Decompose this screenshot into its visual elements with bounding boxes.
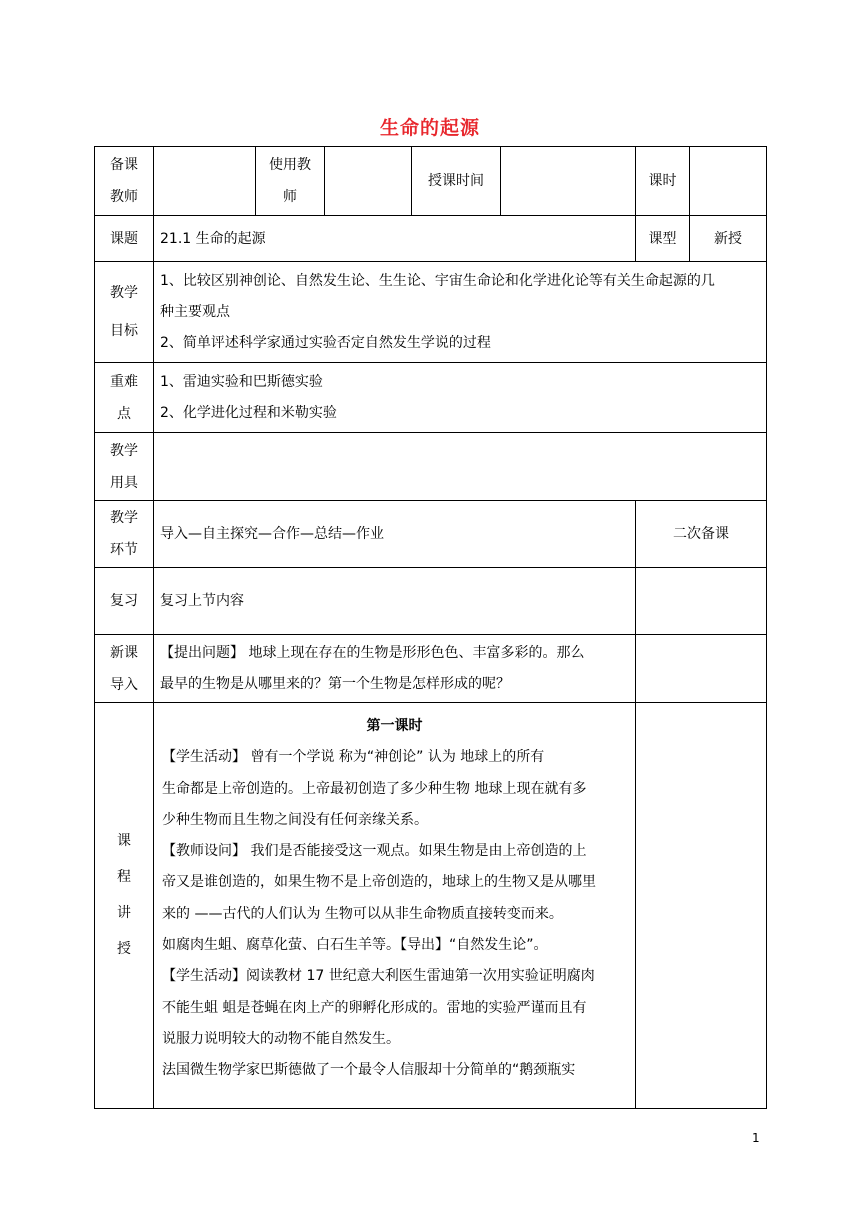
tools-value (154, 433, 767, 501)
process-label: 教学 环节 (95, 501, 154, 568)
second-prep-label: 二次备课 (636, 501, 767, 568)
lecture-line: 来的 ——古代的人们认为 生物可以从非生命物质直接转变而来。 (162, 905, 563, 922)
key-point-line: 1、雷迪实验和巴斯德实验 (160, 373, 323, 390)
lesson-plan-table (94, 146, 767, 1109)
topic-value: 21.1 生命的起源 (154, 216, 636, 262)
goal-line: 1、比较区别神创论、自然发生论、生生论、宇宙生命论和化学进化论等有关生命起源的几 (160, 272, 715, 289)
topic-row (95, 216, 767, 262)
lecture-subtitle: 第一课时 (366, 718, 423, 734)
goals-label: 教学 目标 (95, 262, 154, 363)
lecture-label: 课 程 讲 授 (95, 703, 154, 1109)
review-label: 复习 (95, 568, 154, 635)
tools-label: 教学 用具 (95, 433, 154, 501)
topic-label: 课题 (95, 216, 154, 262)
review-value: 复习上节内容 (154, 568, 636, 635)
lecture-line: 【学生活动】 曾有一个学说 称为“神创论” 认为 地球上的所有 (162, 749, 545, 766)
process-row (95, 501, 767, 568)
page-number: 1 (752, 1131, 760, 1145)
review-second-prep (636, 568, 767, 635)
lecture-line: 【教师设问】 我们是否能接受这一观点。如果生物是由上帝创造的上 (162, 843, 587, 860)
intro-second-prep (636, 635, 767, 703)
user-teacher-label: 使用教 师 (256, 147, 325, 216)
key-points-content (154, 363, 767, 433)
document-title: 生命的起源 (379, 117, 480, 139)
teacher-value (154, 147, 256, 216)
lecture-second-prep (636, 703, 767, 1109)
lecture-line: 帝又是谁创造的，如果生物不是上帝创造的，地球上的生物又是从哪里 (162, 874, 596, 891)
lecture-line: 法国微生物学家巴斯德做了一个最令人信服却十分简单的“鹅颈瓶实 (162, 1062, 576, 1079)
lecture-line: 少种生物而且生物之间没有任何亲缘关系。 (162, 811, 428, 828)
lecture-content (154, 703, 636, 1109)
hours-value (690, 147, 767, 216)
tools-row (95, 433, 767, 501)
process-value: 导入—自主探究—合作—总结—作业 (154, 501, 636, 568)
key-points-label: 重难 点 (95, 363, 154, 433)
header-row (95, 147, 767, 216)
key-points-row (95, 363, 767, 433)
hours-label: 课时 (636, 147, 690, 216)
intro-line: 【提出问题】 地球上现在存在的生物是形形色色、丰富多彩的。那么 (160, 644, 585, 661)
goals-content (154, 262, 767, 363)
key-point-line: 2、化学进化过程和米勒实验 (160, 404, 337, 421)
lesson-type-value: 新授 (690, 216, 767, 262)
goal-line: 2、简单评述科学家通过实验否定自然发生学说的过程 (160, 334, 491, 351)
lecture-line: 说服力说明较大的动物不能自然发生。 (162, 1030, 400, 1047)
intro-content (154, 635, 636, 703)
lecture-line: 【学生活动】阅读教材 17 世纪意大利医生雷迪第一次用实验证明腐肉 (162, 968, 595, 985)
goals-row (95, 262, 767, 363)
intro-line: 最早的生物是从哪里来的？第一个生物是怎样形成的呢？ (160, 675, 510, 692)
lecture-line: 生命都是上帝创造的。上帝最初创造了多少种生物 地球上现在就有多 (162, 780, 587, 797)
intro-row (95, 635, 767, 703)
intro-label: 新课 导入 (95, 635, 154, 703)
user-teacher-value (325, 147, 412, 216)
lecture-line: 如腐肉生蛆、腐草化萤、白石生羊等。【导出】“自然发生论”。 (162, 937, 548, 954)
goal-line: 种主要观点 (160, 303, 230, 320)
class-time-label: 授课时间 (412, 147, 501, 216)
lesson-type-label: 课型 (636, 216, 690, 262)
lecture-line: 不能生蛆 蛆是苍蝇在肉上产的卵孵化形成的。雷地的实验严谨而且有 (162, 999, 587, 1016)
class-time-value (501, 147, 636, 216)
teacher-label: 备课 教师 (95, 147, 154, 216)
lecture-row (95, 703, 767, 1109)
review-row (95, 568, 767, 635)
